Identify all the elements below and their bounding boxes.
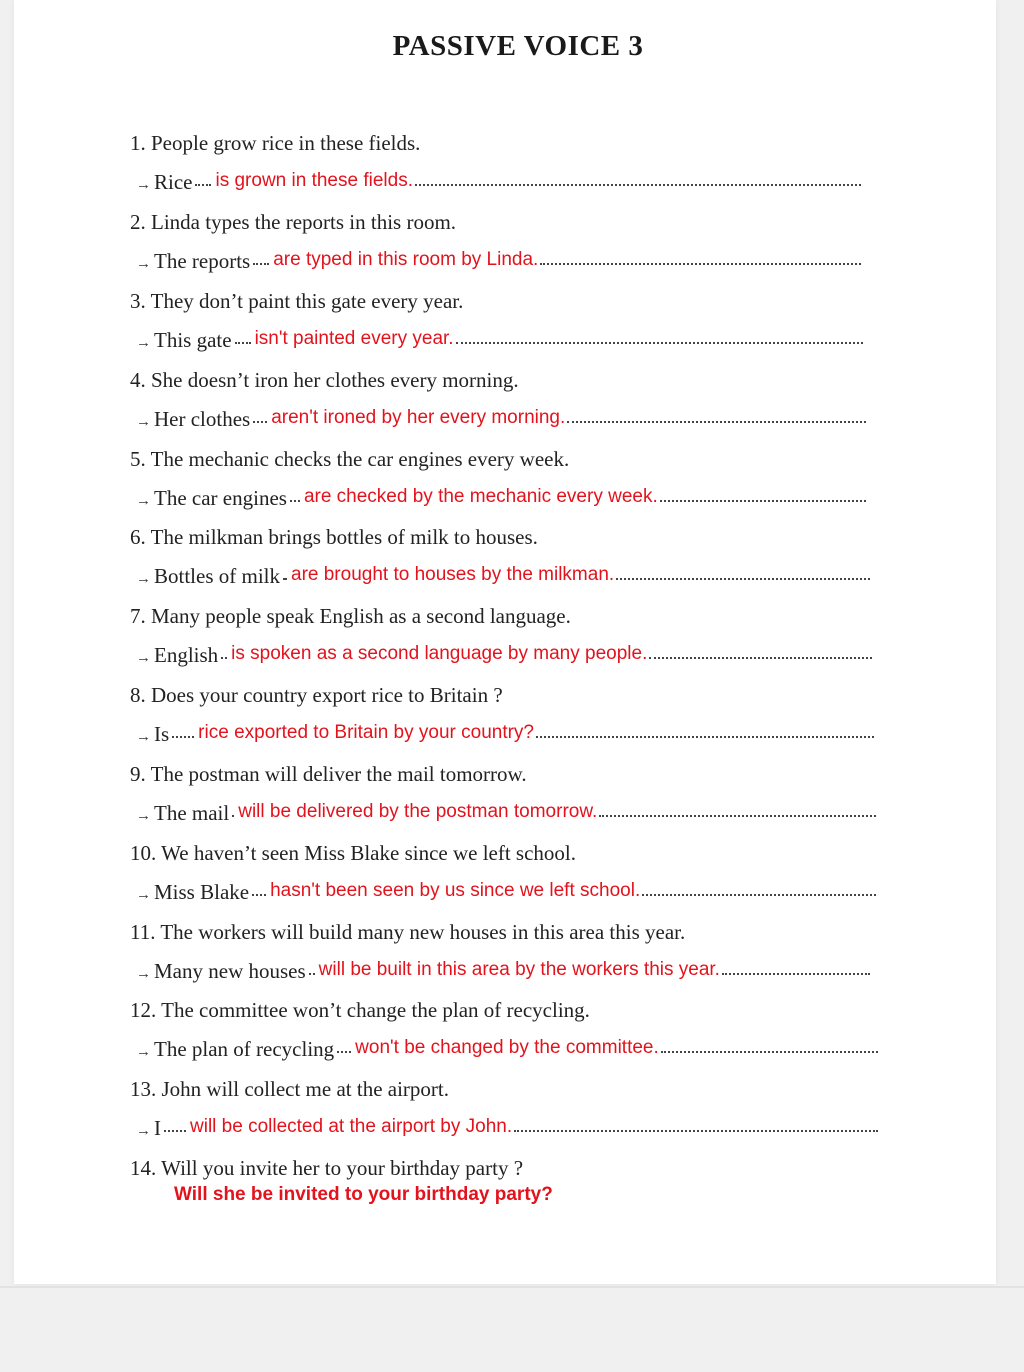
answer-prefix-5: The car engines xyxy=(154,486,287,510)
answer-text-14: Will she be invited to your birthday party? xyxy=(174,1184,553,1205)
page-title: PASSIVE VOICE 3 xyxy=(392,30,644,62)
dotted-line xyxy=(660,498,866,502)
dotted-line xyxy=(195,182,211,186)
arrow-icon: → xyxy=(136,808,151,824)
arrow-icon: → xyxy=(136,256,151,272)
question-3: 3. They don’t paint this gate every year. xyxy=(130,289,464,313)
answer-prefix-1: Rice xyxy=(154,170,193,194)
dotted-line xyxy=(252,892,266,896)
answer-prefix-8: Is xyxy=(154,722,170,746)
dotted-line xyxy=(235,340,251,344)
dotted-line xyxy=(309,971,315,975)
answer-line-4 xyxy=(136,407,866,432)
answer-text-2: are typed in this room by Linda. xyxy=(273,249,539,270)
answer-line-1 xyxy=(136,170,861,195)
arrow-icon: → xyxy=(136,887,151,903)
answer-prefix-12: The plan of recycling xyxy=(154,1037,335,1061)
question-6: 6. The milkman brings bottles of milk to houses. xyxy=(130,525,538,549)
answer-prefix-10: Miss Blake xyxy=(154,880,250,904)
dotted-line xyxy=(337,1049,351,1053)
dotted-line xyxy=(221,655,227,659)
answer-text-10: hasn't been seen by us since we left school. xyxy=(270,880,641,901)
question-9: 9. The postman will deliver the mail tomorrow. xyxy=(130,762,527,786)
question-4: 4. She doesn’t iron her clothes every morning. xyxy=(130,368,519,392)
arrow-icon: → xyxy=(136,1123,151,1139)
dotted-line xyxy=(540,261,861,265)
question-10: 10. We haven’t seen Miss Blake since we left school. xyxy=(130,841,577,865)
dotted-line xyxy=(232,813,234,817)
arrow-icon: → xyxy=(136,177,151,193)
question-13: 13. John will collect me at the airport. xyxy=(130,1077,449,1101)
question-2: 2. Linda types the reports in this room. xyxy=(130,210,457,234)
dotted-line xyxy=(290,498,300,502)
dotted-line xyxy=(642,892,876,896)
question-12: 12. The committee won’t change the plan of recycling. xyxy=(130,998,590,1022)
answer-text-11: will be built in this area by the workers this year. xyxy=(318,959,720,980)
answer-line-12 xyxy=(136,1037,878,1062)
answer-text-9: will be delivered by the postman tomorrow. xyxy=(238,801,598,822)
dotted-line xyxy=(616,576,870,580)
arrow-icon: → xyxy=(136,966,151,982)
dotted-line xyxy=(567,419,866,423)
answer-prefix-3: This gate xyxy=(154,328,232,352)
dotted-line xyxy=(283,576,287,580)
page-bottom-divider xyxy=(0,1286,1024,1288)
answer-line-13 xyxy=(136,1116,878,1141)
question-1: 1. People grow rice in these fields. xyxy=(130,131,421,155)
dotted-line xyxy=(536,734,874,738)
arrow-icon: → xyxy=(136,335,151,351)
dotted-line xyxy=(599,813,876,817)
answer-text-5: are checked by the mechanic every week. xyxy=(303,486,658,507)
dotted-line xyxy=(253,419,267,423)
question-7: 7. Many people speak English as a second language. xyxy=(130,604,571,628)
answer-line-10 xyxy=(136,880,876,905)
answer-prefix-2: The reports xyxy=(154,249,251,273)
answer-prefix-6: Bottles of milk xyxy=(154,564,280,588)
answer-prefix-9: The mail xyxy=(154,801,230,825)
question-8: 8. Does your country export rice to Britain ? xyxy=(130,683,503,707)
question-14: 14. Will you invite her to your birthday party ? xyxy=(130,1156,524,1180)
answer-text-12: won't be changed by the committee. xyxy=(355,1037,659,1058)
answer-text-3: isn't painted every year. xyxy=(254,328,454,349)
arrow-icon: → xyxy=(136,571,151,587)
dotted-line xyxy=(415,182,861,186)
answer-line-2 xyxy=(136,249,861,274)
dotted-line xyxy=(649,655,872,659)
question-11: 11. The workers will build many new houses in this area this year. xyxy=(130,920,686,944)
answer-line-6 xyxy=(136,564,870,589)
dotted-line xyxy=(172,734,194,738)
answer-line-9 xyxy=(136,801,876,826)
arrow-icon: → xyxy=(136,729,151,745)
question-5: 5. The mechanic checks the car engines every week. xyxy=(130,447,570,471)
answer-text-1: is grown in these fields. xyxy=(215,170,413,191)
answer-line-5 xyxy=(136,486,866,511)
arrow-icon: → xyxy=(136,1044,151,1060)
answer-line-11 xyxy=(136,959,870,984)
answer-line-7 xyxy=(136,643,872,668)
answer-prefix-13: I xyxy=(154,1116,161,1140)
answer-prefix-7: English xyxy=(154,643,219,667)
arrow-icon: → xyxy=(136,414,151,430)
dotted-line xyxy=(253,261,269,265)
answer-text-7: is spoken as a second language by many people. xyxy=(231,643,648,664)
answer-line-8 xyxy=(136,722,874,747)
arrow-icon: → xyxy=(136,493,151,509)
dotted-line xyxy=(514,1128,878,1132)
answer-text-4: aren't ironed by her every morning. xyxy=(271,407,566,428)
dotted-line xyxy=(456,340,863,344)
answer-prefix-11: Many new houses xyxy=(154,959,306,983)
dotted-line xyxy=(722,971,870,975)
dotted-line xyxy=(661,1049,878,1053)
answer-text-8: rice exported to Britain by your country? xyxy=(198,722,535,743)
answer-line-3 xyxy=(136,328,863,353)
answer-text-6: are brought to houses by the milkman. xyxy=(291,564,615,585)
dotted-line xyxy=(164,1128,186,1132)
arrow-icon: → xyxy=(136,650,151,666)
answer-prefix-4: Her clothes xyxy=(154,407,251,431)
answer-text-13: will be collected at the airport by John. xyxy=(190,1116,513,1137)
